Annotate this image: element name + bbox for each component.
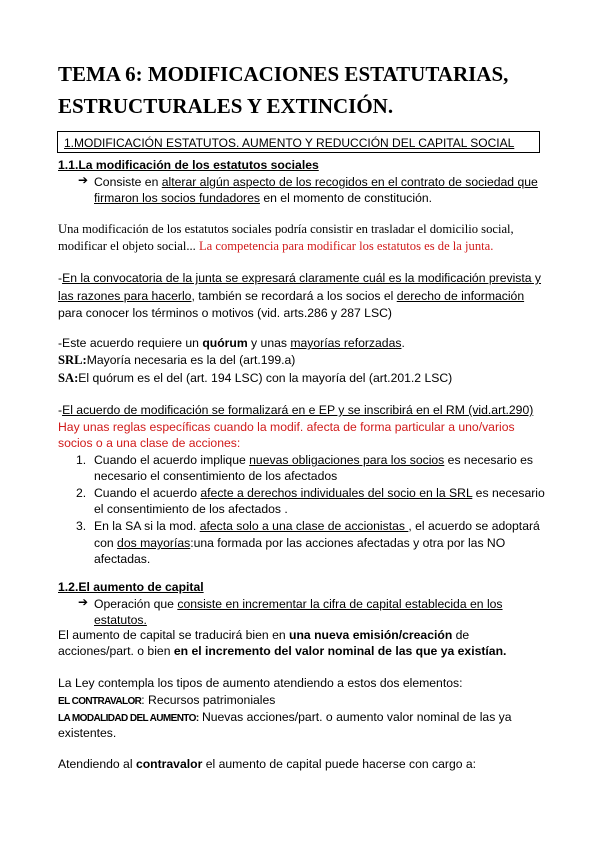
list-item-line: el consentimiento de los afectados . [94,502,288,516]
subsection-heading-1-2: 1.2.El aumento de capital [58,580,204,594]
paragraph-line: SRL:Mayoría necesaria es la del (art.199.a) [58,353,296,367]
paragraph-line: Atendiendo al contravalor el aumento de capital puede hacerse con cargo a: [58,757,477,771]
paragraph-line: para conocer los términos o motivos (vid. arts.286 y 287 LSC) [58,306,392,320]
list-item-line: con dos mayorías:una formada por las acciones afectadas y otra por las NO [94,536,506,550]
paragraph-line: Hay unas reglas específicas cuando la modif. afecta de forma particular a uno/varios [58,420,515,434]
arrow-bullet-icon: ➔ [78,173,89,187]
bullet-line: Consiste en alterar algún aspecto de los recogidos en el contrato de sociedad que [94,175,538,189]
paragraph-line: acciones/part. o bien en el incremento del valor nominal de las que ya existían. [58,644,507,658]
list-number: 3. [76,519,87,533]
subsection-heading-1-1: 1.1.La modificación de los estatutos sociales [58,158,319,172]
bullet-line: Operación que consiste en incrementar la cifra de capital establecida en los [94,597,503,611]
bullet-line: estatutos. [94,613,147,627]
paragraph-line: -Este acuerdo requiere un quórum y unas mayorías reforzadas. [58,336,405,350]
paragraph-line: modificar el objeto social... La competencia para modificar los estatutos es de la junta. [58,239,494,253]
list-item-line: afectadas. [94,552,151,566]
section-header-text: 1.MODIFICACIÓN ESTATUTOS. AUMENTO Y REDUCCIÓN DEL CAPITAL SOCIAL [64,136,515,150]
paragraph-line: las razones para hacerlo, también se recordará a los socios el derecho de información [58,289,525,303]
paragraph-line: -El acuerdo de modificación se formalizará en e EP y se inscribirá en el RM (vid.art.290) [58,403,534,417]
paragraph-line: La Ley contempla los tipos de aumento atendiendo a estos dos elementos: [58,676,463,690]
paragraph-line: -En la convocatoria de la junta se expresará claramente cuál es la modificación prevista y [58,271,542,285]
paragraph-line: EL CONTRAVALOR: Recursos patrimoniales [58,693,276,707]
paragraph-line: El aumento de capital se traducirá bien en una nueva emisión/creación de [58,628,470,642]
list-item-line: necesario el consentimiento de los afectados [94,469,338,483]
bullet-line: firmaron los socios fundadores en el momento de constitución. [94,191,433,205]
arrow-bullet-icon: ➔ [78,595,89,609]
paragraph-line: socios o a una clase de acciones: [58,436,241,450]
list-number: 1. [76,453,87,467]
list-item-line: Cuando el acuerdo afecte a derechos individuales del socio en la SRL es necesario [94,486,545,500]
paragraph-line: SA:El quórum es el del (art. 194 LSC) con la mayoría del (art.201.2 LSC) [58,371,453,385]
paragraph-line: Una modificación de los estatutos sociales podría consistir en trasladar el domicilio social, [58,222,514,236]
paragraph-line: existentes. [58,726,117,740]
section-header-box [57,131,540,153]
list-item-line: En la SA si la mod. afecta solo a una clase de accionistas , el acuerdo se adoptará [94,519,540,533]
list-item-line: Cuando el acuerdo implique nuevas obligaciones para los socios es necesario es [94,453,534,467]
paragraph-line: LA MODALIDAD DEL AUMENTO: Nuevas acciones/part. o aumento valor nominal de las ya [58,710,512,724]
list-number: 2. [76,486,87,500]
page-title: TEMA 6: MODIFICACIONES ESTATUTARIAS, ESTRUCTURALES Y EXTINCIÓN. [58,62,509,118]
